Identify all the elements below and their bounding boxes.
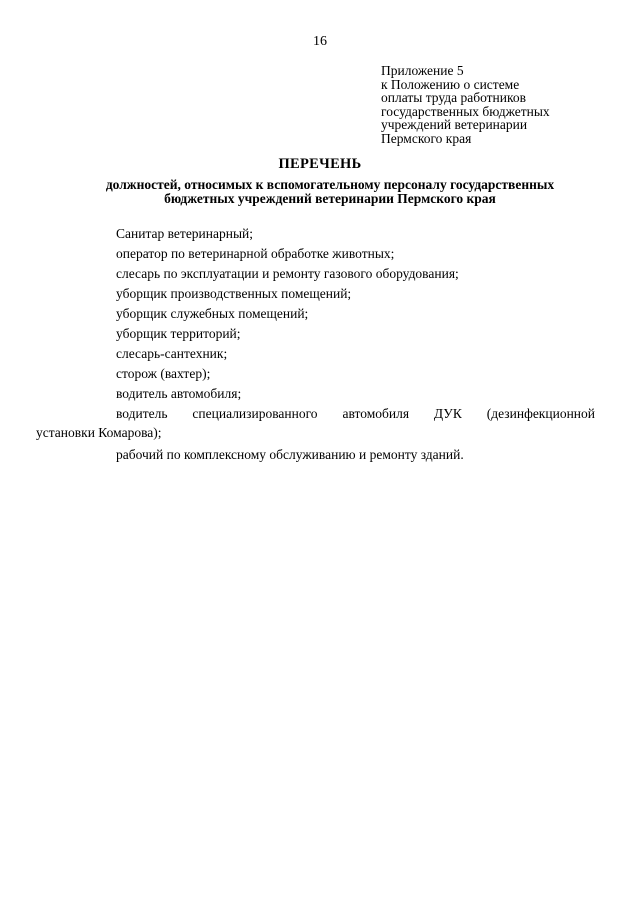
list-item: рабочий по комплексному обслуживанию и ремонту зданий. bbox=[116, 447, 464, 462]
appendix-line: учреждений ветеринарии bbox=[381, 117, 528, 133]
list-item: Санитар ветеринарный; bbox=[116, 226, 254, 241]
appendix-line: Приложение 5 bbox=[381, 63, 464, 78]
list-item: уборщик территорий; bbox=[116, 326, 241, 341]
list-item: сторож (вахтер); bbox=[116, 366, 211, 381]
list-item: слесарь по эксплуатации и ремонту газового оборудования; bbox=[116, 266, 459, 281]
appendix-line: к Положению о системе bbox=[381, 76, 520, 92]
appendix-line: оплаты труда работников bbox=[381, 90, 526, 106]
list-item: оператор по ветеринарной обработке животных; bbox=[116, 246, 395, 261]
subtitle-line: должностей, относимых к вспомогательному персоналу государственных bbox=[105, 177, 555, 192]
list-item: слесарь-сантехник; bbox=[116, 346, 228, 361]
document-title: ПЕРЕЧЕНЬ bbox=[278, 156, 362, 172]
appendix-line: государственных бюджетных bbox=[381, 103, 550, 119]
list-item-first-line: водитель специализированного автомобиля ДУК (дезинфекционной bbox=[116, 406, 595, 421]
document-subtitle bbox=[70, 178, 590, 206]
list-item: уборщик служебных помещений; bbox=[116, 306, 309, 321]
subtitle-line: бюджетных учреждений ветеринарии Пермского края bbox=[164, 190, 496, 206]
list-item bbox=[36, 404, 595, 441]
list-item-continuation: установки Комарова); bbox=[36, 425, 162, 440]
appendix-line: Пермского края bbox=[381, 130, 472, 146]
page-number: 16 bbox=[313, 34, 327, 49]
list-item: уборщик производственных помещений; bbox=[116, 286, 352, 301]
list-item: водитель автомобиля; bbox=[116, 386, 242, 401]
appendix-note bbox=[381, 64, 621, 146]
positions-list bbox=[36, 224, 595, 465]
